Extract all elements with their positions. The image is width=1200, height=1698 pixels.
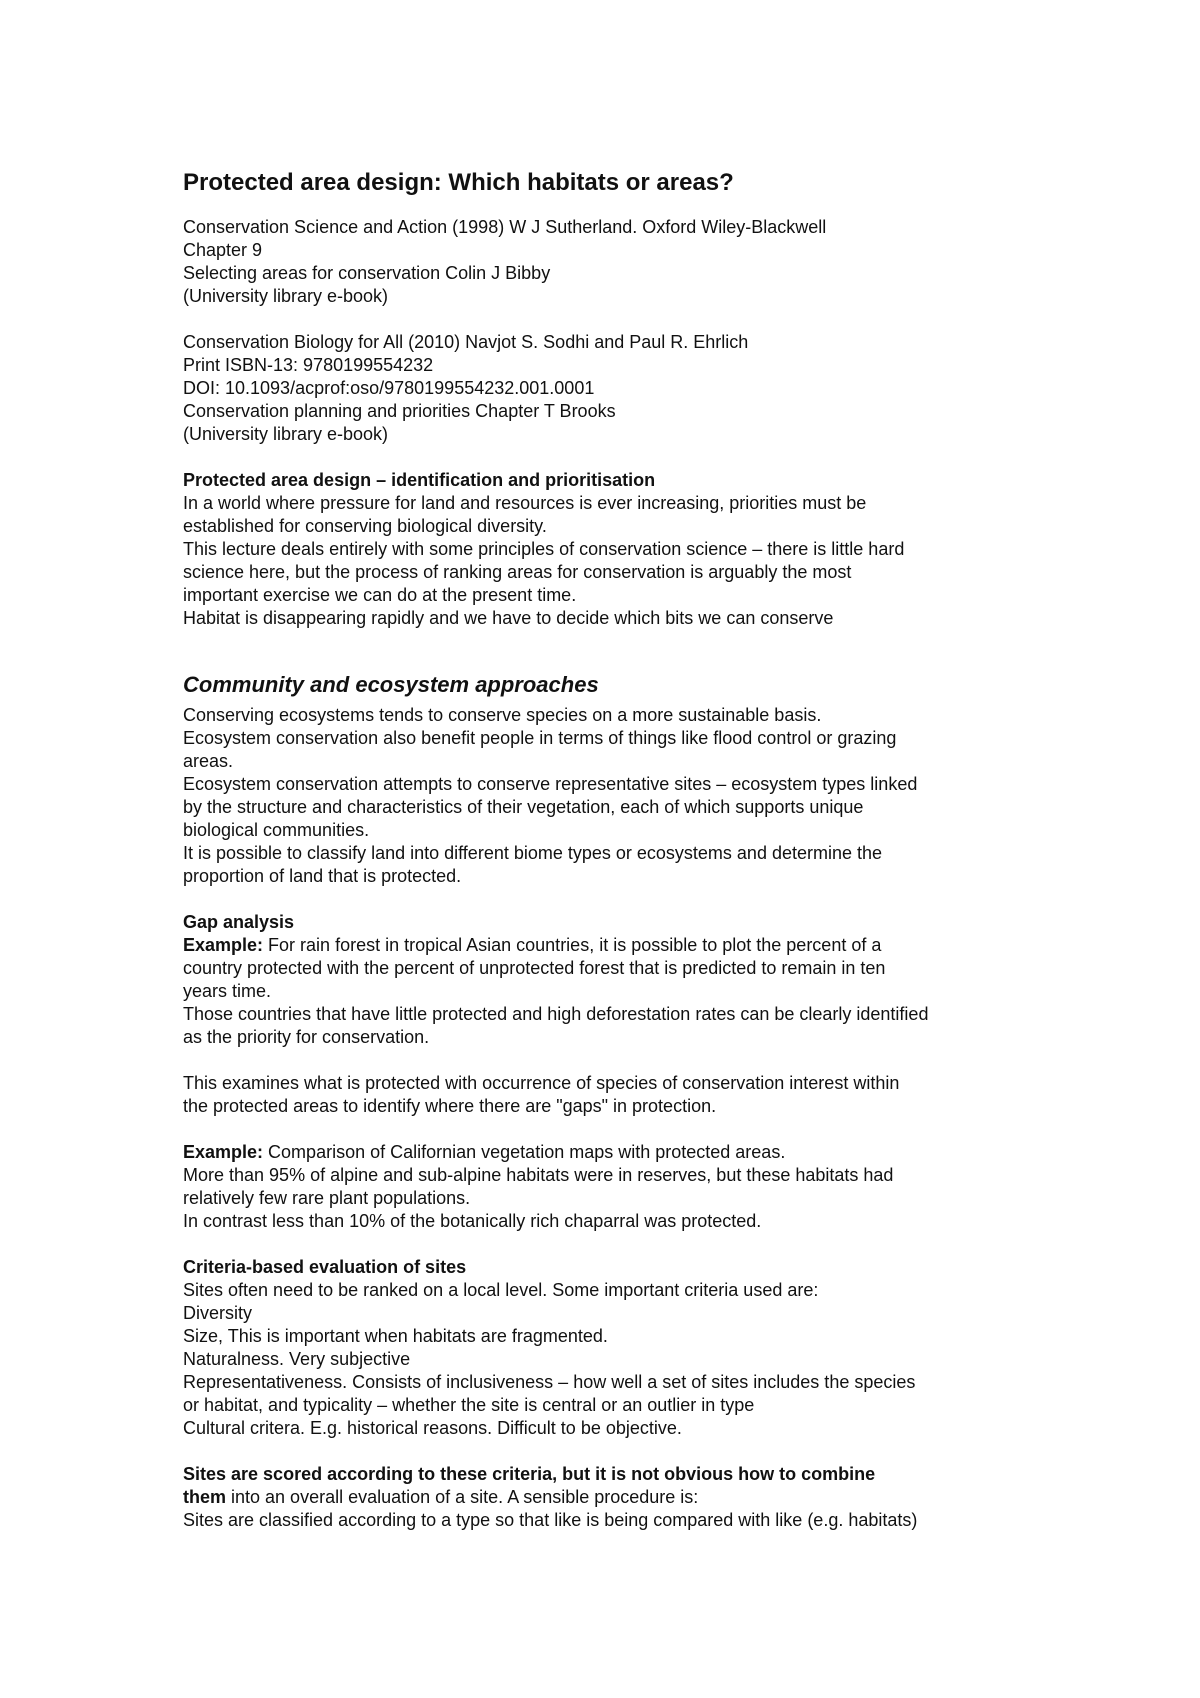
paragraph-line: proportion of land that is protected. (183, 866, 462, 886)
reference-line: Conservation Biology for All (2010) Navjot S. Sodhi and Paul R. Ehrlich (183, 332, 749, 352)
criteria-item: Cultural critera. E.g. historical reasons. Difficult to be objective. (183, 1418, 682, 1438)
example-label: Example: (183, 1142, 264, 1162)
example-label: Example: (183, 935, 264, 955)
document-page (183, 168, 1043, 1532)
paragraph-line: In contrast less than 10% of the botanically rich chaparral was protected. (183, 1211, 762, 1231)
paragraph-line: important exercise we can do at the present time. (183, 585, 577, 605)
reference-line: Selecting areas for conservation Colin J Bibby (183, 263, 551, 283)
criteria-item: Representativeness. Consists of inclusiveness – how well a set of sites includes the species (183, 1372, 916, 1392)
paragraph-line: Habitat is disappearing rapidly and we have to decide which bits we can conserve (183, 608, 834, 628)
reference-block-2 (183, 331, 1043, 446)
criteria-item: or habitat, and typicality – whether the site is central or an outlier in type (183, 1395, 755, 1415)
scoring-text: into an overall evaluation of a site. A sensible procedure is: (226, 1487, 699, 1507)
scoring-bold-line: Sites are scored according to these criteria, but it is not obvious how to combine (183, 1464, 876, 1484)
document-title: Protected area design: Which habitats or areas? (183, 169, 734, 196)
community-section (183, 670, 1043, 888)
intro-heading: Protected area design – identification and prioritisation (183, 470, 656, 490)
paragraph-line: This lecture deals entirely with some principles of conservation science – there is little hard (183, 539, 905, 559)
paragraph-line: country protected with the percent of unprotected forest that is predicted to remain in ten (183, 958, 886, 978)
paragraph-line: Sites often need to be ranked on a local level. Some important criteria used are: (183, 1280, 819, 1300)
paragraph-line: established for conserving biological diversity. (183, 516, 547, 536)
paragraph-line: science here, but the process of ranking areas for conservation is arguably the most (183, 562, 852, 582)
reference-line: Print ISBN-13: 9780199554232 (183, 355, 434, 375)
paragraph-line: biological communities. (183, 820, 370, 840)
paragraph-line: Conserving ecosystems tends to conserve species on a more sustainable basis. (183, 705, 822, 725)
criteria-section (183, 1256, 1043, 1440)
paragraph-line: Ecosystem conservation also benefit people in terms of things like flood control or grazing (183, 728, 897, 748)
paragraph-line: This examines what is protected with occurrence of species of conservation interest within (183, 1073, 900, 1093)
gap-analysis-section (183, 911, 1043, 1233)
criteria-heading: Criteria-based evaluation of sites (183, 1257, 467, 1277)
community-heading: Community and ecosystem approaches (183, 672, 599, 697)
paragraph-line: Sites are classified according to a type so that like is being compared with like (e.g. habitats) (183, 1510, 918, 1530)
paragraph-line: areas. (183, 751, 234, 771)
paragraph-line: Those countries that have little protected and high deforestation rates can be clearly identified (183, 1004, 929, 1024)
criteria-item: Size, This is important when habitats are fragmented. (183, 1326, 608, 1346)
reference-line: Conservation planning and priorities Chapter T Brooks (183, 401, 616, 421)
scoring-bold-word: them (183, 1487, 227, 1507)
paragraph-line: Ecosystem conservation attempts to conserve representative sites – ecosystem types linked (183, 774, 918, 794)
gap-analysis-heading: Gap analysis (183, 912, 295, 932)
reference-line: (University library e-book) (183, 286, 389, 306)
paragraph-line: years time. (183, 981, 272, 1001)
paragraph-line: More than 95% of alpine and sub-alpine habitats were in reserves, but these habitats had (183, 1165, 894, 1185)
criteria-item: Naturalness. Very subjective (183, 1349, 411, 1369)
reference-line: DOI: 10.1093/acprof:oso/9780199554232.001.0001 (183, 378, 595, 398)
paragraph-line: It is possible to classify land into different biome types or ecosystems and determine the (183, 843, 883, 863)
example-text: Comparison of Californian vegetation maps with protected areas. (263, 1142, 786, 1162)
criteria-item: Diversity (183, 1303, 253, 1323)
paragraph-line: by the structure and characteristics of their vegetation, each of which supports unique (183, 797, 864, 817)
paragraph-line (183, 934, 1043, 957)
paragraph-line: as the priority for conservation. (183, 1027, 430, 1047)
scoring-section (183, 1463, 1043, 1532)
reference-line: Conservation Science and Action (1998) W J Sutherland. Oxford Wiley-Blackwell (183, 217, 827, 237)
reference-line: (University library e-book) (183, 424, 389, 444)
paragraph-line: the protected areas to identify where there are "gaps" in protection. (183, 1096, 717, 1116)
reference-line: Chapter 9 (183, 240, 263, 260)
paragraph-line: relatively few rare plant populations. (183, 1188, 471, 1208)
paragraph-line (183, 1486, 1043, 1509)
intro-section (183, 469, 1043, 630)
paragraph-line: In a world where pressure for land and resources is ever increasing, priorities must be (183, 493, 867, 513)
reference-block-1 (183, 216, 1043, 308)
example-text: For rain forest in tropical Asian countries, it is possible to plot the percent of a (263, 935, 882, 955)
paragraph-line (183, 1141, 1043, 1164)
